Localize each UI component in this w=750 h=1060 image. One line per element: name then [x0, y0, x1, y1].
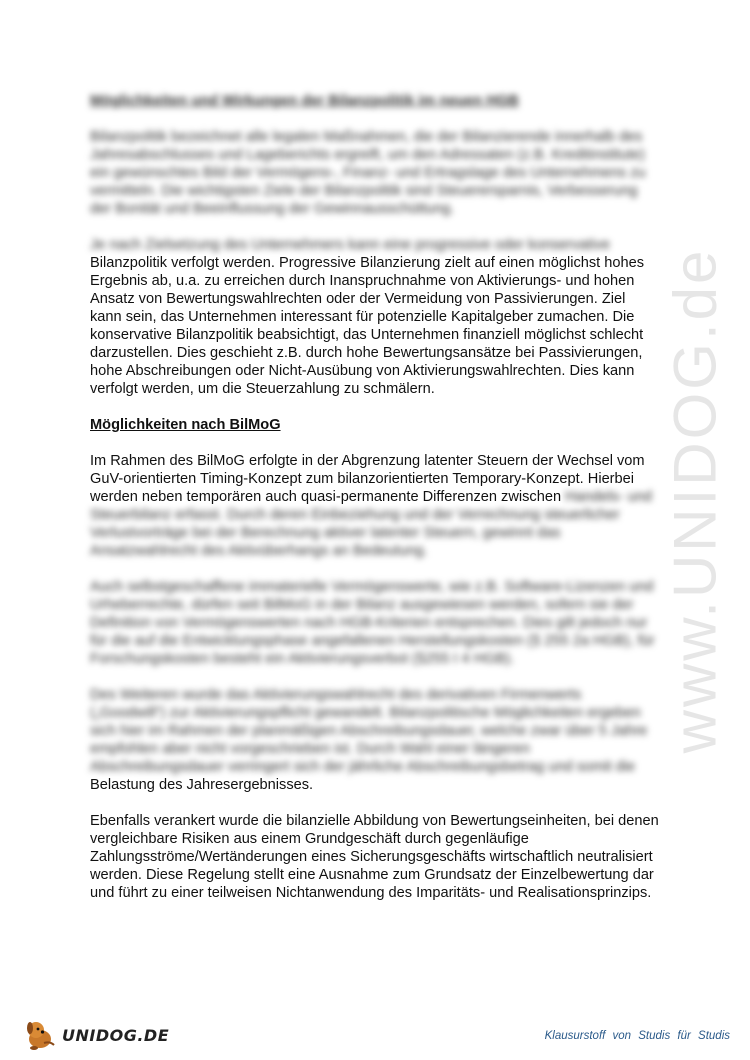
paragraph-bilanzpolitik-text: Bilanzpolitik verfolgt werden. Progressive Bilanzierung zielt auf einen möglichst hohes Ergebnis ab, u.a. zu erreichen durch Inanspruchnahme von Aktivierungs- und hohen Ansatz von Bewertungswahlrechten oder der Vermeidung von Passivierungen. Ziel kann sein, das Unternehmen interessant für potenzielle Kapitalgeber zumachen. Die konservative Bilanzpolitik beabsichtigt, das Unternehmen finanziell möglichst schlecht darzustellen. Dies geschieht z.B. durch hohe Bewertungsansätze bei Passivierungen, hohe Abschreibungen oder Nicht-Ausübung von Aktivierungswahlrechten. Dies kann verfolgt werden, um die Steuerzahlung zu schmälern. [90, 255, 645, 397]
dog-logo-icon [22, 1019, 58, 1051]
document-body [90, 92, 660, 920]
paragraph-goodwill [90, 686, 660, 794]
paragraph-immaterielle: Auch selbstgeschaffene immaterielle Vermögenswerte, wie z.B. Software-Lizenzen und Urheberrechte, dürfen seit BilMoG in der Bilanz ausgewiesen werden, sofern sie der Definition von Vermögenswerten nach HGB-Kriterien entsprechen. Dies gilt jedoch nur für die auf die Entwicklungsphase angefallenen Herstellungskosten (§ 255 2a HGB), für Forschungskosten besteht ein Aktivierungsverbot (§255 I 4 HGB). [90, 579, 655, 667]
section-heading-bilmog: Möglichkeiten nach BilMoG [90, 417, 281, 433]
document-title: Möglichkeiten und Wirkungen der Bilanzpolitik im neuen HGB [90, 93, 519, 109]
watermark [650, 247, 740, 753]
footer-brand: UNIDOG.DE [62, 1025, 170, 1045]
footer-slogan: Klausurstoff von Studis für Studis [544, 1030, 730, 1042]
paragraph-latente-steuern-text: Im Rahmen des BilMoG erfolgte in der Abgrenzung latenter Steuern der Wechsel vom GuV-orientierten Timing-Konzept zum bilanzorientierten Temporary-Konzept. Hierbei werden neben temporären auch quasi-permanente Differenzen zwischen [90, 453, 645, 505]
paragraph-bilanzpolitik [90, 236, 660, 398]
watermark-text: www.UNIDOG.de [661, 247, 729, 753]
paragraph-goodwill-blurred: Des Weiteren wurde das Aktivierungswahlrecht des derivativen Firmenwerts („Goodwill“) zur Aktivierungspflicht gewandelt. Bilanzpolitische Möglichkeiten ergeben sich hier im Rahmen der planmäßigen Abschreibungsdauer, welche zwar über 5 Jahre empfohlen aber nicht vorgeschrieben ist. Durch Wahl einer längeren Abschreibungsdauer verringert sich der jährliche Abschreibungsbetrag und somit die [90, 687, 648, 775]
paragraph-bilanzpolitik-blurred-line: Je nach Zielsetzung des Unternehmers kann eine progressive oder konservative [90, 237, 610, 253]
paragraph-intro: Bilanzpolitik bezeichnet alle legalen Maßnahmen, die der Bilanzierende innerhalb des Jahresabschlusses und Lageberichts ergreift, um den Adressaten (z.B. Kreditinstitute) ein gewünschtes Bild der Vermögens-, Finanz- und Ertragslage des Unternehmens zu vermitteln. Die wichtigsten Ziele der Bilanzpolitik sind Steuerersparnis, Verbesserung der Bonität und Beeinflussung der Gewinnausschüttung. [90, 129, 646, 217]
paragraph-latente-steuern [90, 452, 660, 560]
paragraph-goodwill-text: Belastung des Jahresergebnisses. [90, 777, 314, 793]
footer-logo [22, 1018, 169, 1052]
paragraph-latente-steuern-blurred: Handels- und Steuerbilanz erfasst. Durch deren Einbeziehung und der Verrechnung steuerlicher Verlustvorträge bei der Berechnung aktiver latenter Steuern, gewinnt das Ansatzwahlrecht des Aktivüberhangs an Bedeutung. [90, 489, 652, 559]
paragraph-bewertungseinheiten: Ebenfalls verankert wurde die bilanzielle Abbildung von Bewertungseinheiten, bei denen vergleichbare Risiken aus einem Grundgeschäft durch gegenläufige Zahlungsströme/Wertänderungen eines Sicherungsgeschäfts wirtschaftlich neutralisiert werden. Diese Regelung stellt eine Ausnahme zum Grundsatz der Einzelbewertung dar und führt zu einer teilweisen Nichtanwendung des Imparitäts- und Realisationsprinzips. [90, 813, 659, 901]
